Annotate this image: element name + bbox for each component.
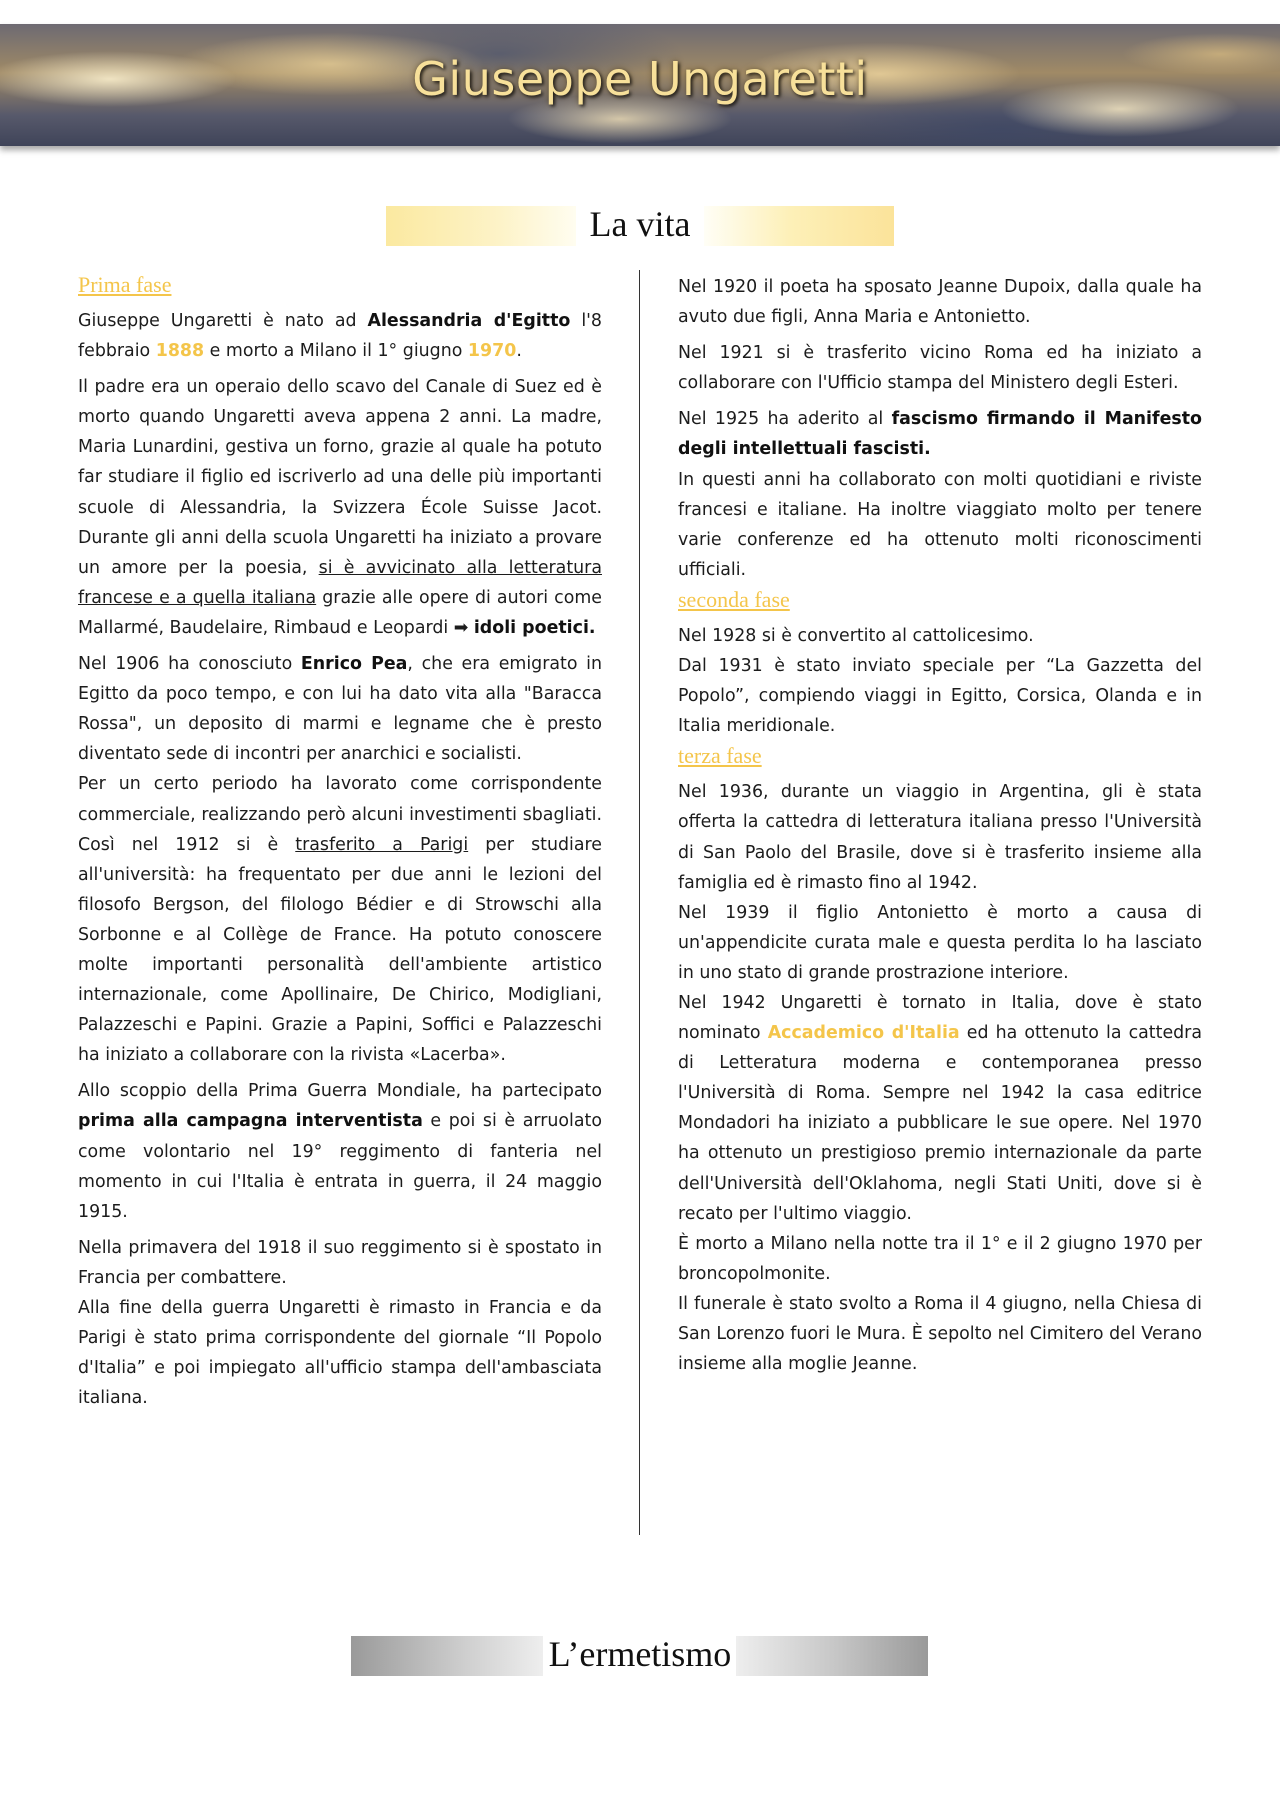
text-run: ed ha ottenuto la cattedra di Letteratura moderna e contemporanea presso l'Università di Roma. Sempre nel 1942 la casa editrice Mondadori ha iniziato a pubblicare le sue opere. Nel 1970 ha ottenuto un prestigioso premio internazionale da parte dell'Università dell'Oklahoma, negli Stati Uniti, dove si è recato per l'ultimo viaggio.	[678, 1023, 1202, 1224]
paragraph-1928: Nel 1928 si è convertito al cattolicesimo.	[678, 625, 1034, 646]
paragraph-funeral: Il funerale è stato svolto a Roma il 4 giugno, nella Chiesa di San Lorenzo fuori le Mura. È sepolto nel Cimitero del Verano insieme alla moglie Jeanne.	[678, 1293, 1202, 1375]
text-run: Nel 1906 ha conosciuto	[78, 654, 301, 675]
text-run: Nel 1942 Ungaretti è tornato in Italia, dove è stato nominato	[678, 992, 1202, 1044]
text-run: grazie alle opere di autori come Mallarmé, Baudelaire, Rimbaud e Leopardi ➡	[78, 587, 603, 638]
text-run: per studiare all'università: ha frequentato per due anni le lezioni del filosofo Bergson, del filologo Bédier e di Strowschi alla Sorbonne e al Collège de France. Ha potuto conoscere molte importanti personalità dell'ambiente artistico internazionale, come Apollinaire, De Chirico, Modigliani, Palazzeschi e Papini. Grazie a Papini, Soffici e Palazzeschi ha iniziato a collaborare con la rivista «Lacerba».	[78, 834, 603, 1066]
text-run: .	[516, 341, 522, 362]
text-run: e poi si è arruolato come volontario nel 19° reggimento di fanteria nel momento in cui l'Italia è entrata in guerra, il 24 maggio 1915.	[78, 1111, 602, 1222]
column-divider	[639, 270, 640, 1535]
paragraph-paris	[78, 769, 602, 1070]
paragraph-1921: Nel 1921 si è trasferito vicino Roma ed ha iniziato a collaborare con l'Ufficio stampa del Ministero degli Esteri.	[678, 343, 1202, 394]
paragraph-enrico-pea	[78, 649, 602, 769]
phase-heading-terza: terza fase	[678, 743, 762, 769]
paragraph-1942	[678, 988, 1202, 1229]
highlight-year: 1888	[155, 341, 205, 362]
paragraph-1936: Nel 1936, durante un viaggio in Argentina, gli è stata offerta la cattedra di letteratura italiana presso l'Università di San Paolo del Brasile, dove si è trasferito insieme alla famiglia ed è rimasto fino al 1942.	[678, 782, 1202, 893]
paragraph-1925	[678, 404, 1202, 464]
section-heading-ermetismo	[0, 1634, 1280, 1678]
underlined-text: trasferito a Parigi	[295, 834, 469, 855]
text-run: Giuseppe Ungaretti è nato ad	[78, 311, 368, 331]
bold-text: idoli poetici.	[473, 617, 596, 638]
paragraph-1939: Nel 1939 il figlio Antonietto è morto a causa di un'appendicite curata male e questa perdita lo ha lasciato in uno stato di grande prostrazione interiore.	[678, 902, 1202, 983]
text-run: Per un certo periodo ha lavorato come corrispondente commerciale, realizzando però alcuni investimenti sbagliati. Così nel 1912 si è	[78, 774, 602, 855]
right-column	[678, 272, 1202, 1379]
highlight-year: 1970	[467, 341, 517, 362]
paragraph-war	[78, 1076, 602, 1226]
left-column	[78, 270, 602, 1413]
paragraph-death: È morto a Milano nella notte tra il 1° e il 2 giugno 1970 per broncopolmonite.	[678, 1233, 1202, 1284]
bold-text: Alessandria d'Egitto	[367, 311, 571, 331]
paragraph-birth	[78, 306, 602, 366]
section-heading-vita	[0, 204, 1280, 248]
text-run: Allo scoppio della Prima Guerra Mondiale, ha partecipato	[78, 1081, 602, 1102]
text-run: l'8 febbraio	[78, 311, 602, 362]
highlight-title: Accademico d'Italia	[767, 1023, 960, 1044]
text-run: Il padre era un operaio dello scavo del Canale di Suez ed è morto quando Ungaretti aveva appena 2 anni. La madre, Maria Lunardini, gestiva un forno, grazie al quale ha potuto far studiare il figlio ed iscriverlo ad una delle più importanti scuole di Alessandria, la Svizzera École Suisse Jacot. Durante gli anni della scuola Ungaretti ha iniziato a provare un amore per la poesia,	[78, 377, 602, 578]
section-title-vita: La vita	[589, 204, 691, 244]
bold-text: prima alla campagna interventista	[78, 1111, 423, 1132]
underlined-text: si è avvicinato alla letteratura francese e a quella italiana	[78, 557, 602, 608]
text-run: e morto a Milano il 1° giugno	[204, 341, 468, 362]
paragraph-postwar: Alla fine della guerra Ungaretti è rimasto in Francia e da Parigi è stato prima corrispondente del giornale “Il Popolo d'Italia” e poi impiegato all'ufficio stampa dell'ambasciata italiana.	[78, 1298, 602, 1409]
paragraph-collaborations: In questi anni ha collaborato con molti quotidiani e riviste francesi e italiane. Ha inoltre viaggiato molto per tenere varie conferenze ed ha ottenuto molti riconoscimenti ufficiali.	[678, 469, 1202, 580]
paragraph-childhood	[78, 372, 602, 643]
paragraph-1920: Nel 1920 il poeta ha sposato Jeanne Dupoix, dalla quale ha avuto due figli, Anna Maria e Antonietto.	[678, 277, 1202, 328]
text-run: Nel 1925 ha aderito al	[678, 409, 892, 430]
page-title: Giuseppe Ungaretti	[412, 52, 868, 106]
bold-text: fascismo firmando il Manifesto degli intellettuali fascisti.	[678, 409, 1202, 460]
paragraph-1931: Dal 1931 è stato inviato speciale per “La Gazzetta del Popolo”, compiendo viaggi in Egitto, Corsica, Olanda e in Italia meridionale.	[678, 656, 1202, 737]
phase-heading-prima: Prima fase	[78, 272, 172, 297]
section-title-ermetismo: L’ermetismo	[548, 1634, 732, 1674]
paragraph-1918: Nella primavera del 1918 il suo reggimento si è spostato in Francia per combattere.	[78, 1237, 602, 1288]
phase-heading-seconda: seconda fase	[678, 586, 790, 612]
text-run: , che era emigrato in Egitto da poco tempo, e con lui ha dato vita alla "Baracca Rossa", un deposito di marmi e legname che è presto diventato sede di incontri per anarchici e socialisti.	[78, 654, 602, 765]
header-banner	[0, 24, 1280, 146]
bold-text: Enrico Pea	[300, 654, 408, 675]
